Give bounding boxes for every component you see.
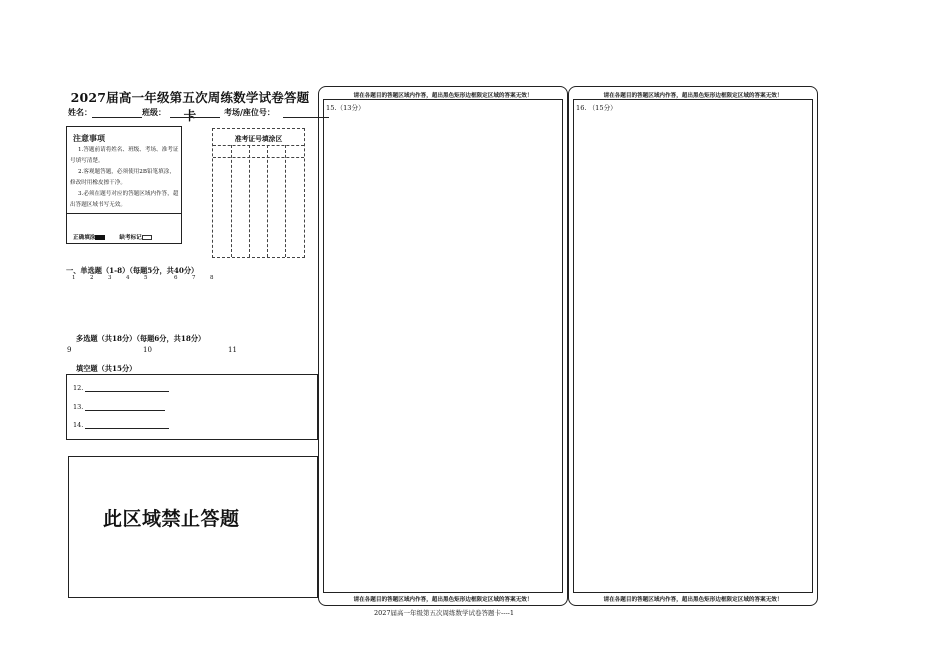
answer-area-15[interactable] — [323, 99, 563, 593]
admission-divider — [213, 145, 304, 146]
admission-column-line — [285, 145, 286, 257]
sheet-title: 2027届高一年级第五次周练数学试卷答题卡 — [70, 90, 310, 123]
notice-heading: 注意事项 — [73, 133, 105, 143]
admission-divider — [213, 157, 304, 158]
answer-area-16[interactable] — [573, 99, 813, 593]
question-number: 9 — [67, 346, 72, 354]
student-info-row — [68, 107, 329, 118]
room-seat-label: 考场/座位号： — [224, 107, 275, 117]
multi-choice-heading: 多选题（共18分）（每题6分，共18分） — [76, 334, 206, 343]
no-answer-zone — [68, 456, 318, 598]
fill-blank-heading: 填空题（共15分） — [76, 364, 137, 373]
fill-blank-box — [66, 374, 318, 440]
name-field[interactable] — [92, 109, 142, 118]
blank-number: 12. — [73, 384, 84, 392]
fill-blank-row — [73, 403, 165, 411]
blank-answer-line[interactable] — [85, 385, 169, 392]
blank-number: 13. — [73, 403, 84, 411]
blank-answer-line[interactable] — [85, 422, 169, 429]
notice-item: 2.客观题答题，必须使用2B铅笔填涂，修改时用橡皮擦干净。 — [70, 169, 175, 186]
panel-warning-bottom: 请在各题目的答题区域内作答，超出黑色矩形边框限定区域的答案无效！ — [603, 597, 783, 603]
name-label: 姓名： — [68, 107, 92, 117]
notice-items — [70, 145, 180, 211]
question-number: 3 — [108, 275, 112, 281]
admission-column-line — [267, 145, 268, 257]
question-number: 10 — [143, 346, 152, 354]
notice-divider — [67, 213, 181, 214]
admission-column-line — [249, 145, 250, 257]
page-footer: 2027届高一年级第五次周练数学试卷答题卡----1 — [374, 609, 514, 617]
answer-panel-15 — [318, 86, 568, 606]
panel-warning-top: 请在各题目的答题区域内作答，超出黑色矩形边框限定区域的答案无效！ — [603, 93, 783, 99]
filled-mark-sample — [95, 235, 105, 240]
panel-warning-top: 请在各题目的答题区域内作答，超出黑色矩形边框限定区域的答案无效！ — [353, 93, 533, 99]
question-number: 7 — [192, 275, 196, 281]
answer-panel-16 — [568, 86, 818, 606]
blank-number: 14. — [73, 421, 84, 429]
admission-column-line — [231, 145, 232, 257]
correct-fill-label: 正确填涂 — [73, 235, 96, 241]
question-number: 8 — [210, 275, 214, 281]
question-number: 2 — [90, 275, 94, 281]
absent-mark-label: 缺考标记 — [119, 235, 142, 241]
fill-blank-row — [73, 384, 169, 392]
blank-answer-line[interactable] — [85, 404, 165, 411]
class-field[interactable] — [170, 109, 220, 118]
admission-heading: 准考证号填涂区 — [234, 135, 283, 143]
question-number: 6 — [174, 275, 178, 281]
question-number: 5 — [144, 275, 148, 281]
absent-mark-box[interactable] — [142, 235, 152, 240]
question-label: 16. （15分） — [576, 104, 617, 112]
admission-number-area — [212, 128, 305, 258]
fill-legend — [73, 233, 152, 241]
notice-item: 1.答题前请将姓名、班级、考场、准考证号填写清楚。 — [70, 147, 179, 164]
no-answer-zone-text: 此区域禁止答题 — [103, 508, 240, 530]
question-label: 15.（13分） — [326, 104, 365, 112]
class-label: 班级： — [142, 107, 166, 117]
notice-item: 3.必须在题号对应的答题区域内作答，超出答题区域书写无效。 — [70, 191, 179, 208]
panel-warning-bottom: 请在各题目的答题区域内作答，超出黑色矩形边框限定区域的答案无效！ — [353, 597, 533, 603]
question-number: 1 — [72, 275, 76, 281]
single-choice-heading: 一、单选题（1-8）（每题5分，共40分） — [66, 266, 199, 275]
question-number: 4 — [126, 275, 130, 281]
notice-box — [66, 126, 182, 244]
question-number: 11 — [228, 346, 237, 354]
fill-blank-row — [73, 421, 169, 429]
